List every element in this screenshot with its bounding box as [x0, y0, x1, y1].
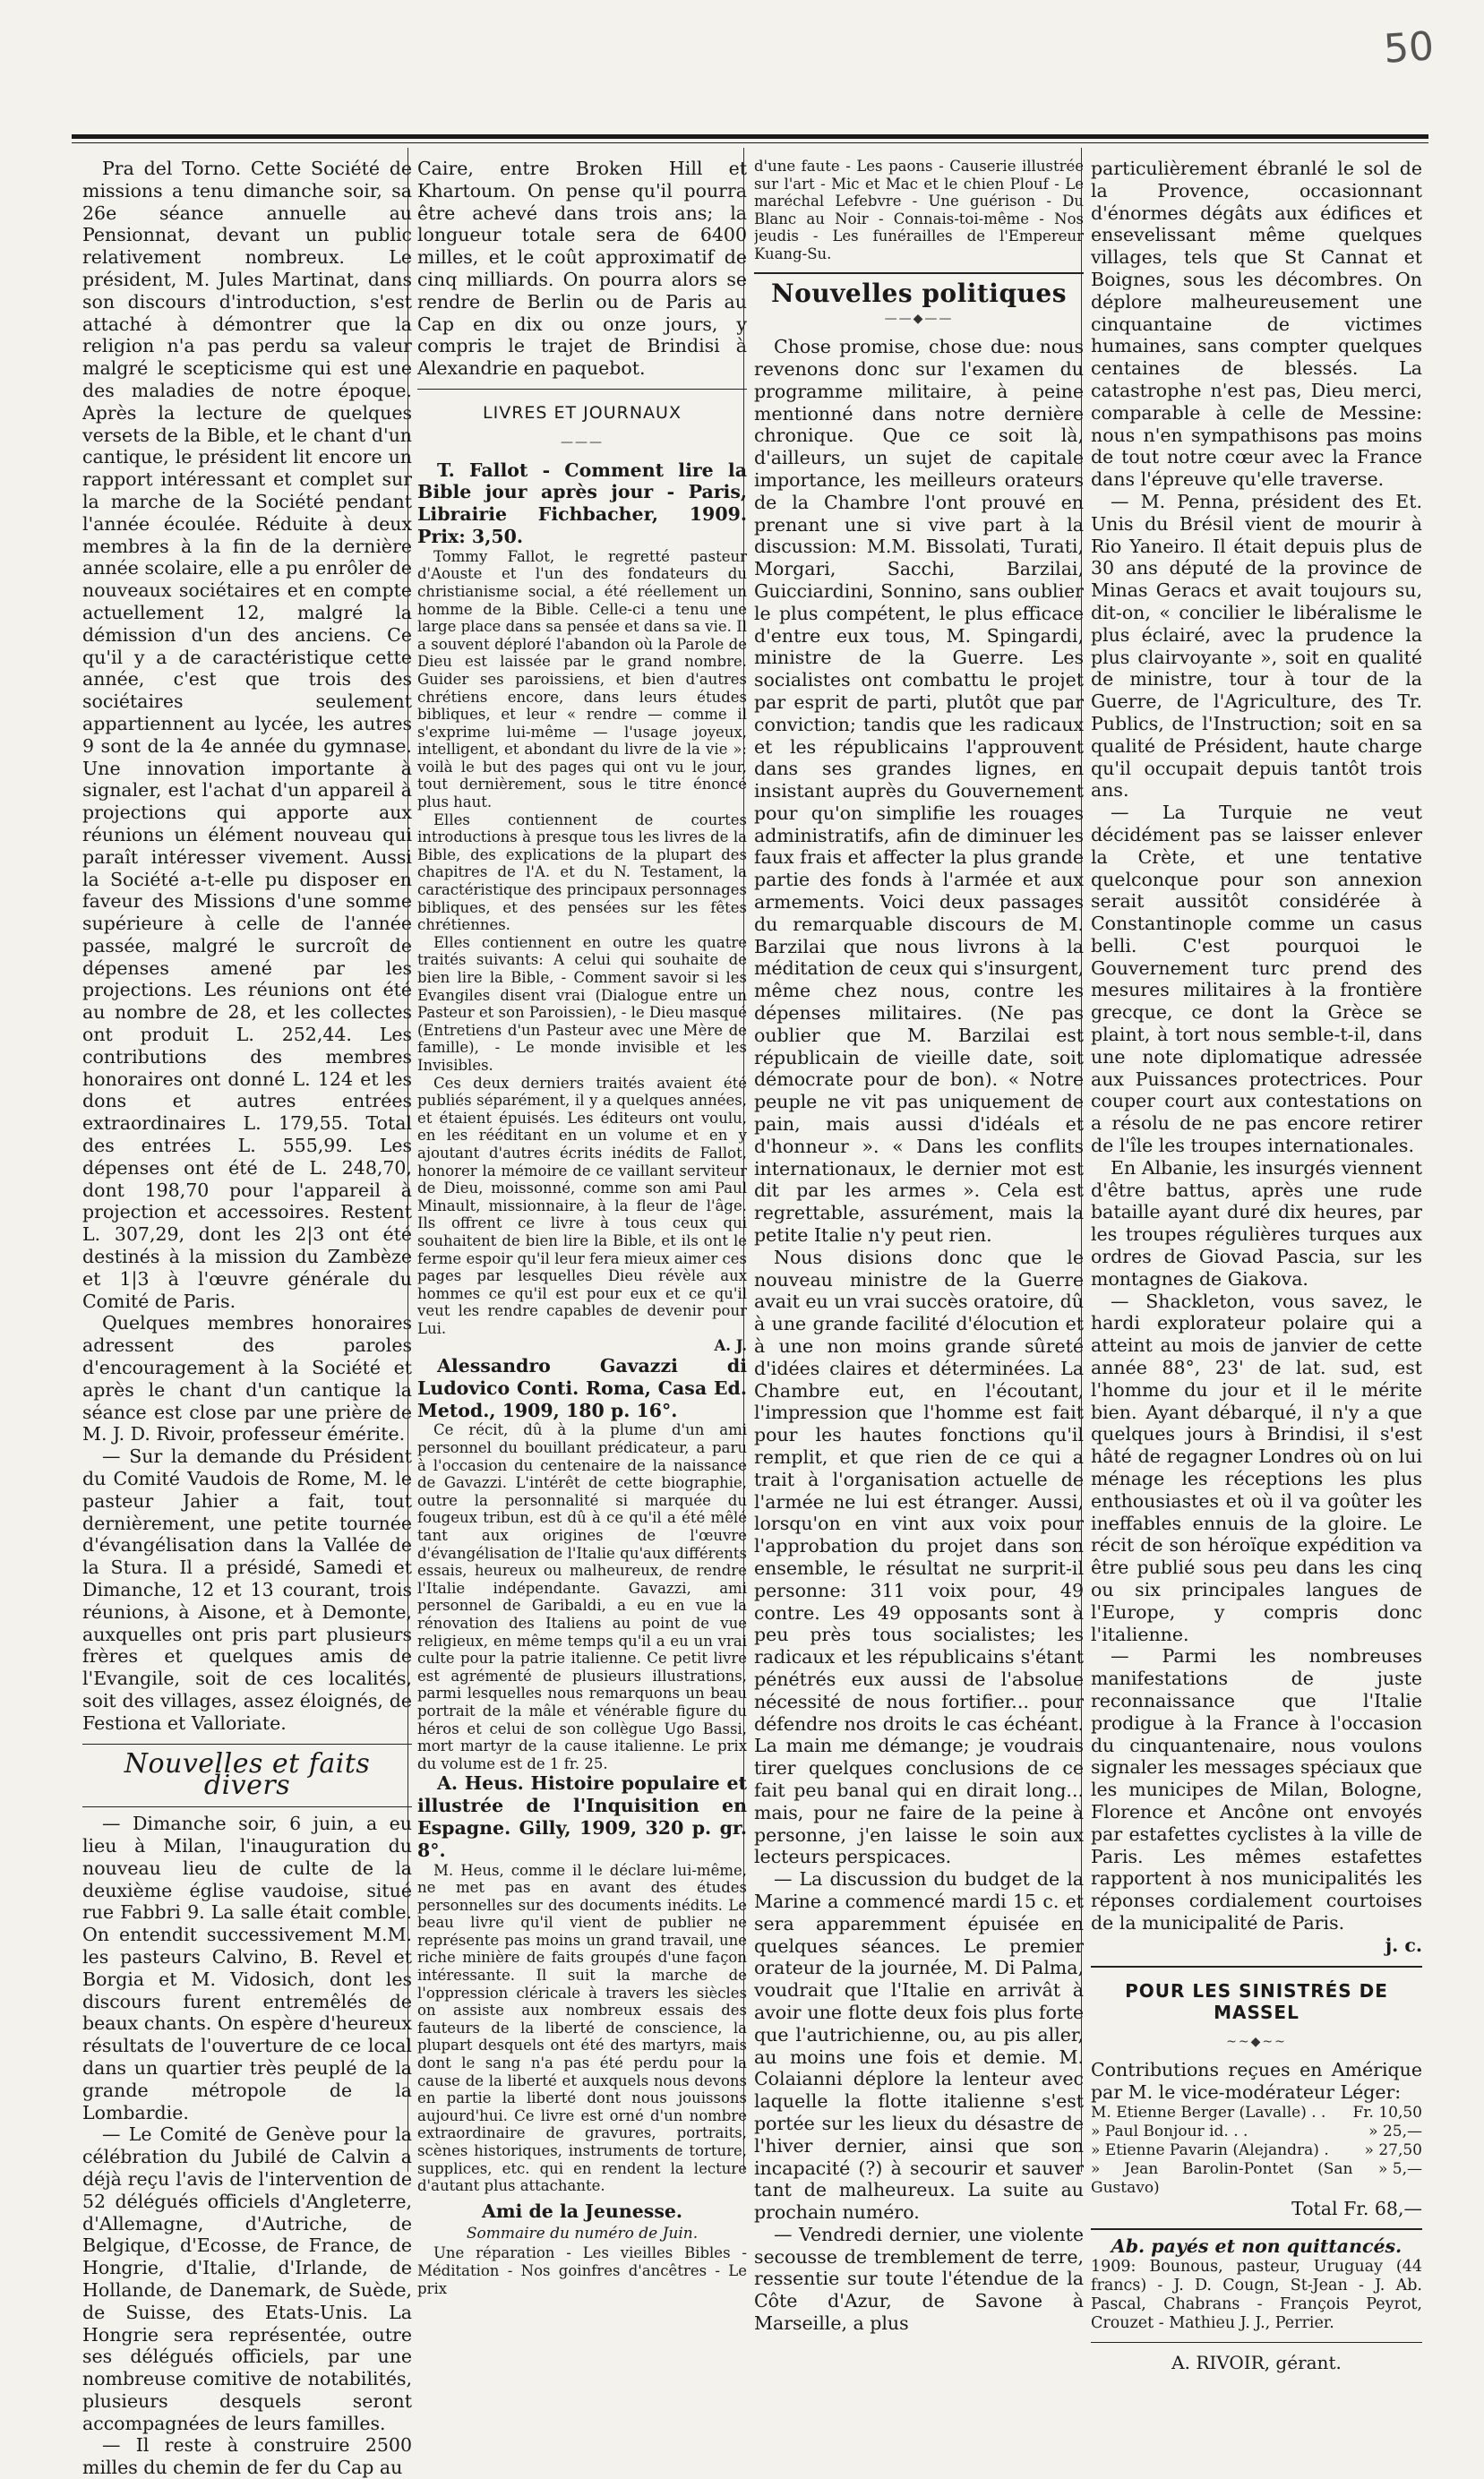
- article-stura: — Sur la demande du Président du Comité Vaudois de Rome, M. le pasteur Jahier a fait, tout dernièrement, une petite tournée d'évangélisation dans la Vallée de la Stura. Il a présidé, Samedi et Dimanche, 12 et 13 courant, trois réunions, à Aisone, et à Demonte, auxquelles ont pris part plusieurs frères et quelques amis de l'Evangile, soit de ces localités, soit des villages, assez éloignés, de Festiona et Valloriate.: [82, 1445, 412, 1734]
- ornament: ———: [561, 434, 604, 450]
- donor-name: » Jean Barolin-Pontet (San Gustavo): [1091, 2159, 1353, 2197]
- article-programme-militaire: Chose promise, chose due: nous revenons donc sur l'examen du programme militaire, à peine mentionné dans notre dernière chronique. Que ce soit là, d'ailleurs, un sujet de capitale importance, les meilleurs orateurs de la Chambre l'ont prouvé en prenant une si vive part à la discussion: M.M. Bissolati, Turati, Morgari, Sacchi, Barzilai, Guicciardini, Sonnino, sans oublier le plus compétent, le plus efficace d'entre eux tous, M. Spingardi, ministre de la Guerre. Les socialistes ont combattu le projet par esprit de parti, plutôt que par conviction; tandis que les radicaux et les républicains l'approuvent dans ses grandes lignes, en insistant auprès du Gouvernement pour qu'on simplifie les rouages administratifs, afin de diminuer les faux frais et affecter la plus grande partie des fonds à l'armée et aux armements. Voici deux passages du remarquable discours de M. Barzilai que nous livrons à la méditation de ceux qui s'insurgent, même chez nous, contre les dépenses militaires. (Ne pas oublier que M. Barzilai est républicain de vieille date, soit démocrate pour de bon). « Notre peuple ne vit pas uniquement de pain, mais aussi d'idéals et d'honneur ». « Dans les conflits internationaux, le dernier mot est dit par les armes ». Cela est regrettable, assurément, mais la petite Italie n'y peut rien.: [754, 336, 1084, 1247]
- section-rule: [754, 272, 1084, 274]
- article-shackleton: — Shackleton, vous savez, le hardi explorateur polaire qui a atteint au mois de janvier de cette année 88°, 23' de lat. sud, est l'homme du jour et il le mérite bien. Ayant débarqué, il n'y a que quelques jours à Brindisi, il s'est hâté de regagner Londres où on lui ménage les réceptions les plus enthousiastes et où il va goûter les ineffables ennuis de la gloire. Le récit de son héroïque expédition va être publié sous peu dans les cinq ou six principales langues de l'Europe, y compris donc l'italienne.: [1091, 1290, 1422, 1645]
- section-rule: [1091, 2342, 1422, 2343]
- ornament: ——◆——: [884, 312, 954, 327]
- periodical-subtitle: Sommaire du numéro de Juin.: [466, 2224, 699, 2243]
- article-budget-marine: — La discussion du budget de la Marine a commencé mardi 15 c. et sera apparemment épuisée en quelques séances. Le premier orateur de la journée, M. Di Palma, voudrait que l'Italie en arrivât à avoir une flotte deux fois plus forte que l'autrichienne, ou, au pis aller, au moins une fois et demie. M. Colaianni déplore la lenteur avec laquelle la flotte italienne s'est portée sur les lieux du désastre de l'hiver dernier, ainsi que son incapacité (?) à secourir et sauver tant de malheureux. La suite au prochain numéro.: [754, 1868, 1084, 2224]
- section-rule: [82, 1806, 412, 1807]
- box-title-sinistres: POUR LES SINISTRÉS DE MASSEL: [1125, 1979, 1388, 2024]
- periodical-summary: [417, 2244, 747, 2297]
- top-rule: [72, 134, 1428, 139]
- article-provence: particulièrement ébranlé le sol de la Provence, occasionnant d'énormes dégâts aux édifices et ensevelissant même quelques villages, tels que St Cannat et Boignes, sous les décombres. On déplore malheureusement une cinquantaine de victimes humaines, sans compter quelques centaines de blessés. La catastrophe n'est pas, Dieu merci, comparable à celle de Messine: nous n'en sympathisons pas moins de tout notre cœur avec la France dans l'épreuve qu'elle traverse.: [1091, 158, 1422, 491]
- table-row: [1091, 2123, 1422, 2141]
- article-milan: — Dimanche soir, 6 juin, a eu lieu à Milan, l'inauguration du nouveau lieu de culte de la deuxième église vaudoise, situé rue Fabbri 9. La salle était comble. On entendit successivement M.M. les pasteurs Calvino, B. Revel et Borgia et M. Vidosich, dont les discours furent entremêlés de beaux chants. On espère d'heureux résultats de l'ouverture de ce local dans un quartier très peuplé de la grande métropole de la Lombardie.: [82, 1813, 412, 2123]
- donor-name: » Paul Bonjour id. . .: [1091, 2122, 1248, 2140]
- table-row: [1091, 2141, 1422, 2160]
- review-paragraph: Elles contiennent en outre les quatre traités suivants: A celui qui souhaite de bien lire la Bible, - Comment savoir si les Evangiles disent vrai (Dialogue entre un Pasteur et son Paroissien), - le Dieu masqué (Entretiens d'un Pasteur avec une Mère de famille), - Le monde invisible et les Invisibles.: [417, 933, 747, 1074]
- table-row: [1091, 2104, 1422, 2123]
- book-review-heading: T. Fallot - Comment lire la Bible jour après jour - Paris, Librairie Fichbacher, 1909. Prix: 3,50.: [417, 459, 747, 547]
- review-signature: A. J.: [714, 1337, 747, 1355]
- donor-amount: » 27,50: [1364, 2140, 1422, 2159]
- review-paragraph: Tommy Fallot, le regretté pasteur d'Aouste et l'un des fondateurs du christianisme social, a été réellement un homme de la Bible. Celle-ci a tenu une large place dans sa pensée et dans sa vie. Il a souvent déploré l'abandon où la Parole de Dieu est laissée par le grand nombre. Guider ses paroissiens, et bien d'autres chrétiens encore, dans leurs études bibliques, et leur « rendre — comme il s'exprime lui-même — l'usage joyeux, intelligent, et abondant du livre de la vie »: voilà le but des pages qui ont vu le jour, tout dernièrement, sous le titre énoncé plus haut.: [417, 547, 747, 811]
- review-paragraph: Une réparation - Les vieilles Bibles - Méditation - Nos goinfres d'ancêtres - Le prix: [417, 2244, 747, 2297]
- book-review-inquisition: [417, 1862, 747, 2195]
- article-albanie: En Albanie, les insurgés viennent d'être battus, après une rude bataille ayant duré dix heures, par les troupes régulières turques aux ordres de Giovad Pascia, sur les montagnes de Giakova.: [1091, 1156, 1422, 1290]
- article-cinquantenaire: — Parmi les nombreuses manifestations de juste reconnaissance que l'Italie prodigue à la France à l'occasion du cinquantenaire, nous voulons signaler les messages spéciaux que les municipes de Milan, Bologne, Florence et Ancône ont envoyés par estafettes cyclistes à la ville de Paris. Les mêmes estafettes rapportent à nos municipalités les réponses cordialement courtoises de la municipalité de Paris.: [1091, 1645, 1422, 1934]
- periodical-summary-cont: [754, 158, 1084, 263]
- column-4: [1091, 158, 1422, 2374]
- section-title-livres: LIVRES ET JOURNAUX: [483, 402, 682, 423]
- review-paragraph: d'une faute - Les paons - Causerie illustrée sur l'art - Mic et Mac et le chien Plouf - Le maréchal Lefebvre - Une guérison - Du Blanc au Noir - Connais-toi-même - Nos jeudis - Les funérailles de l'Empereur Kuang-Su.: [754, 158, 1084, 262]
- box-intro: Contributions reçues en Amérique par M. le vice-modérateur Léger:: [1091, 2058, 1422, 2103]
- gerant-signature: A. RIVOIR, gérant.: [1171, 2352, 1342, 2374]
- top-rule-thin: [72, 142, 1428, 143]
- paid-list: 1909: Bounous, pasteur, Uruguay (44 francs) - J. D. Cougn, St-Jean - J. Ab. Pascal, Chabrans - François Peyrot, Crouzet - Mathieu J. J., Perrier.: [1091, 2258, 1422, 2333]
- article-penna: — M. Penna, président des Et. Unis du Brésil vient de mourir à Rio Yaneiro. Il était depuis plus de 30 ans député de la province de Minas Geracs et avait toujours su, dit-on, « concilier le libéralisme le plus éclairé, avec la prudence la plus clairvoyante », soit en qualité de ministre, tour à tour de la Guerre, de l'Agriculture, des Tr. Publics, de l'Instruction; soit en sa qualité de Président, haute charge qu'il occupait depuis tantôt trois ans.: [1091, 490, 1422, 802]
- book-review-gavazzi: [417, 1421, 747, 1772]
- article-crete: — La Turquie ne veut décidément pas se laisser enlever la Crète, et une tentative quelconque pour son annexion serait aussitôt considérée à Constantinople comme un casus belli. C'est pourquoi le Gouvernement turc prend des mesures militaires à la frontière grecque, ce dont la Grèce se plaint, à tort nous semble-t-il, dans une note diplomatique adressée aux Puissances protectrices. Pour couper court aux contestations on a résolu de ne pas encore retirer de l'île les troupes internationales.: [1091, 802, 1422, 1157]
- review-paragraph: Ce récit, dû à la plume d'un ami personnel du bouillant prédicateur, a paru à l'occasion du centenaire de la naissance de Gavazzi. L'intérêt de cette biographie, outre la personnalité si marquée du fougeux tribun, est dû à ce qu'il a été mêlé tant aux origines de l'œuvre d'évangélisation de l'Italie qu'aux différents essais, heureux ou malheureux, de rendre l'Italie indépendante. Gavazzi, ami personnel de Garibaldi, a eu en vue la rénovation des Italiens au point de vue religieux, en même temps qu'il a eu un vrai culte pour la patrie italienne. Ce petit livre est agrémenté de plusieurs illustrations, parmi lesquelles nous remarquons un beau portrait de la mâle et vénérable figure du héros et celui de son collègue Ugo Bassi, mort martyr de la cause italienne. Le prix du volume est de 1 fr. 25.: [417, 1421, 747, 1772]
- donor-name: » Etienne Pavarin (Alejandra) .: [1091, 2140, 1329, 2159]
- article-chemin-de-fer: — Il reste à construire 2500 milles du chemin de fer du Cap au: [82, 2434, 412, 2479]
- article-ministre-guerre: Nous disions donc que le nouveau ministre de la Guerre avait eu un vrai succès oratoire, dû à une grande facilité d'élocution et à une non moins grande sûreté d'idées claires et déterminées. La Chambre eut, en l'écoutant, l'impression que l'homme est fait pour les hautes fonctions qu'il remplit, et que rien de ce qui a trait à l'organisation actuelle de l'armée ne lui est étranger. Aussi, lorsqu'on en vint aux voix pour l'approbation du projet dans son ensemble, le résultat ne surprit-il personne: 311 voix pour, 49 contre. Les 49 opposants sont à peu près tous socialistes; les radicaux et les républicains s'étant pénétrés eux aussi de l'absolue nécessité de nous fortifier... pour défendre nos droits le cas échéant. La main me démange; je voudrais tirer quelques conclusions de ce fait peu banal qui en dirait long... mais, pour ne faire de la peine à personne, j'en laisse le soin aux lecteurs perspicaces.: [754, 1246, 1084, 1868]
- periodical-title: Ami de la Jeunesse.: [481, 2200, 683, 2222]
- article-calvin: — Le Comité de Genève pour la célébration du Jubilé de Calvin a déjà reçu l'avis de l'intervention de 52 délégués officiels d'Angleterre, d'Allemagne, d'Autriche, de Belgique, d'Ecosse, de France, de Hongrie, d'Italie, d'Irlande, de Hollande, de Danemark, de Suède, de Suisse, des Etats-Unis. La Hongrie sera représentée, outre ses délégués officiels, par une nombreuse comitive de notabilités, plusieurs desquels seront accompagnées de leurs familles.: [82, 2123, 412, 2434]
- page-folio: 50: [1382, 23, 1436, 73]
- review-paragraph: Elles contiennent de courtes introductions à presque tous les livres de la Bible, des explications de la plupart des chapitres de l'A. et du N. Testament, la caractéristique des principaux personnages bibliques, et des pensées sur les fêtes chrétiennes.: [417, 811, 747, 934]
- section-rule: [417, 389, 747, 390]
- section-title-faits-divers: Nouvelles et faits divers: [124, 1747, 371, 1802]
- book-review-heading: Alessandro Gavazzi di Ludovico Conti. Roma, Casa Ed. Metod., 1909, 180 p. 16°.: [417, 1355, 747, 1421]
- section-rule: [1091, 2228, 1422, 2230]
- book-review-fallot: [417, 548, 747, 1355]
- table-row: [1091, 2160, 1422, 2198]
- column-3: [754, 158, 1084, 2335]
- book-review-heading: A. Heus. Histoire populaire et illustrée de l'Inquisition en Espagne. Gilly, 1909, 320 p. gr. 8°.: [417, 1772, 747, 1861]
- article-paragraph: Quelques membres honoraires adressent des paroles d'encouragement à la Société et après le chant d'un cantique la séance est close par une prière de M. J. D. Rivoir, professeur émérite.: [82, 1312, 412, 1445]
- donor-table: [1091, 2104, 1422, 2198]
- article-pra-del-torno: Pra del Torno. Cette Société de missions a tenu dimanche soir, sa 26e séance annuelle au Pensionnat, devant un public relativement nombreux. Le président, M. Jules Martinat, dans son discours d'introduction, s'est attaché à démontrer que la religion n'a pas perdu sa valeur malgré le scepticisme qui est une des maladies de notre époque. Après la lecture de quelques versets de la Bible, et le chant d'un cantique, le président lit encore un rapport intéressant et complet sur la marche de la Société pendant l'année écoulée. Réduite à deux membres à la fin de la dernière année scolaire, elle a pu enrôler de nouveaux sociétaires et en compte actuellement 12, malgré la démission d'un des anciens. Ce qu'il y a de caractéristique cette année, c'est que trois des sociétaires seulement appartiennent au lycée, les autres 9 sont de la 4e année du gymnase. Une innovation importante à signaler, est l'achat d'un appareil à projections qui apporte aux réunions un élément nouveau qui paraît intéresser vivement. Aussi la Société a-t-elle pu disposer en faveur des Missions d'une somme supérieure à celle de l'année passée, malgré le surcroît de dépenses amené par les projections. Les réunions ont été au nombre de 28, et les collectes ont produit L. 252,44. Les contributions des membres honoraires ont donné L. 124 et les dons et autres entrées extraordinaires L. 179,55. Total des entrées L. 555,99. Les dépenses ont été de L. 248,70, dont 198,70 pour l'appareil à projection et accessoires. Restent L. 307,29, dont les 2|3 ont été destinés à la mission du Zambèze et 1|3 à l'œuvre générale du Comité de Paris.: [82, 158, 412, 1312]
- donor-amount: Fr. 10,50: [1352, 2103, 1422, 2122]
- donor-total: Total Fr. 68,—: [1291, 2197, 1422, 2219]
- column-2: [417, 158, 747, 2297]
- ornament: ~~◆~~: [1226, 2035, 1287, 2050]
- review-paragraph: M. Heus, comme il le déclare lui-même, ne met pas en avant des études personnelles sur des documents inédits. Le beau livre qu'il vient de publier ne représente pas moins un grand travail, une riche minière de faits groupés d'une façon intéressante. Il suit la marche de l'oppression cléricale à travers les siècles on assiste aux nombreux essais des fauteurs de la liberté de conscience, la plupart desquels ont été des martyrs, mais dont le sang n'a pas été perdu pour la cause de la liberté et auxquels nous devons en partie la liberté dont nous jouissons aujourd'hui. Ce livre est orné d'un nombre extraordinaire de gravures, portraits, scènes historiques, instruments de torture, supplices, etc. qui en rendent la lecture d'autant plus attachante.: [417, 1861, 747, 2195]
- article-signature: j. c.: [1385, 1934, 1422, 1956]
- donor-amount: » 5,—: [1377, 2159, 1422, 2178]
- section-rule: [1091, 1966, 1422, 1968]
- section-title-politiques: Nouvelles politiques: [771, 278, 1067, 308]
- section-rule: [82, 1744, 412, 1745]
- review-paragraph: Ces deux derniers traités avaient été publiés séparément, il y a quelques années, et étaient épuisés. Les éditeurs ont voulu, en les rééditant en un volume et en y ajoutant d'autres écrits inédits de Fallot, honorer la mémoire de ce vaillant serviteur de Dieu, moissonné, comme son ami Paul Minault, missionnaire, à la fleur de l'âge. Ils offrent ce livre à tous ceux qui souhaitent de bien lire la Bible, et ils ont le ferme espoir qu'il leur fera mieux aimer ces pages par lesquelles Dieu révèle aux hommes ce qu'il est pour eux et ce qu'il veut les rendre capables de devenir pour Lui.: [417, 1074, 747, 1337]
- donor-amount: » 25,—: [1368, 2122, 1422, 2140]
- article-cap-caire: Caire, entre Broken Hill et Khartoum. On pense qu'il pourra être achevé dans trois ans; la longueur totale sera de 6400 milles, et le coût approximatif de cinq milliards. On pourra alors se rendre de Berlin ou de Paris au Cap en dix ou onze jours, y compris le trajet de Brindisi à Alexandrie en paquebot.: [417, 158, 747, 380]
- paid-title: Ab. payés et non quittancés.: [1111, 2235, 1403, 2258]
- donor-name: M. Etienne Berger (Lavalle) . .: [1091, 2103, 1326, 2122]
- article-tremblement: — Vendredi dernier, une violente secousse de tremblement de terre, ressentie sur toute l'étendue de la Côte d'Azur, de Savone à Marseille, a plus: [754, 2223, 1084, 2335]
- column-1: [82, 158, 412, 2479]
